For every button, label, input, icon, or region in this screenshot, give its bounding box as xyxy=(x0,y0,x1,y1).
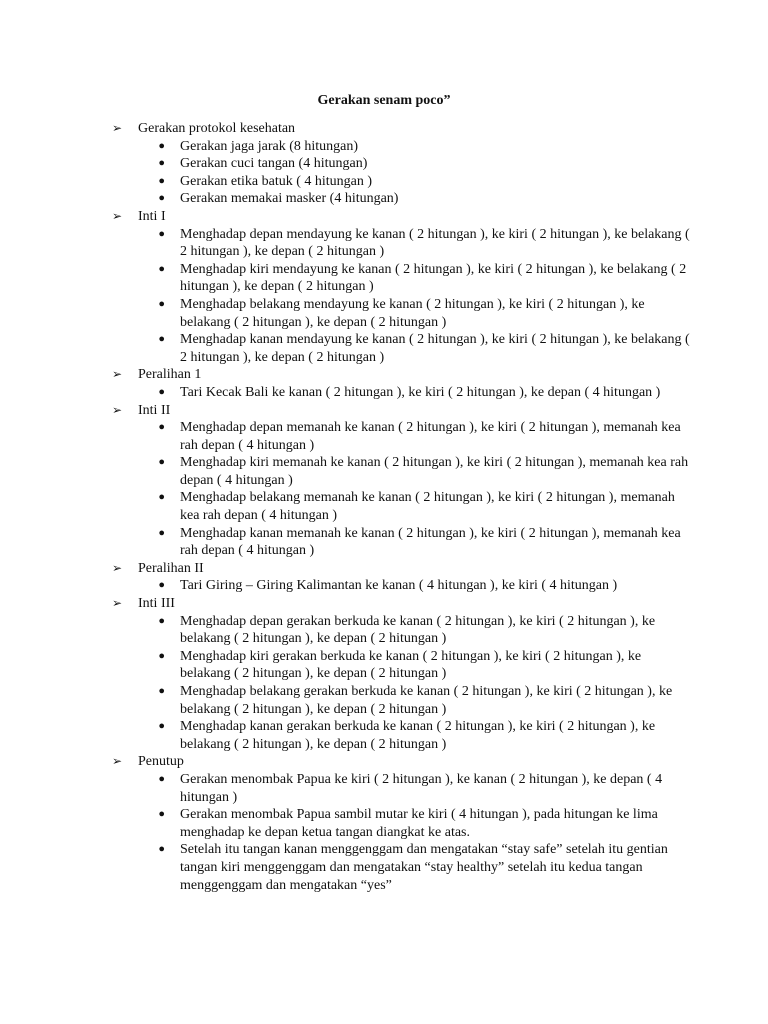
list-item xyxy=(110,525,690,560)
list-item-text: Setelah itu tangan kanan menggenggam dan mengatakan “stay safe” setelah itu gentian tangan kiri menggenggam dan mengatakan “stay healthy” setelah itu kedua tangan menggenggam dan mengatakan “yes” xyxy=(180,842,668,893)
round-bullet-icon: ● xyxy=(158,227,165,240)
list-item-text: Gerakan etika batuk ( 4 hitungan ) xyxy=(180,173,373,189)
section-heading: Penutup xyxy=(138,754,184,770)
list-item xyxy=(110,190,690,208)
section-heading: Gerakan protokol kesehatan xyxy=(138,121,296,136)
document-body xyxy=(110,120,690,894)
arrow-bullet-icon: ➢ xyxy=(112,367,123,382)
document-title: Gerakan senam poco” xyxy=(317,93,451,108)
list-item-text: Menghadap depan memanah ke kanan ( 2 hitungan ), ke kiri ( 2 hitungan ), memanah kea rah depan ( 4 hitungan ) xyxy=(180,420,681,453)
arrow-bullet-icon: ➢ xyxy=(112,560,123,575)
section-heading: Inti I xyxy=(138,208,166,224)
section-heading-row xyxy=(110,560,690,578)
section-item-list xyxy=(110,226,690,367)
list-item-text: Menghadap belakang memanah ke kanan ( 2 hitungan ), ke kiri ( 2 hitungan ), memanah kea rah depan ( 4 hitungan ) xyxy=(180,490,675,524)
list-item-text: Gerakan jaga jarak (8 hitungan) xyxy=(180,138,359,154)
round-bullet-icon: ● xyxy=(158,174,165,187)
round-bullet-icon: ● xyxy=(158,456,165,469)
section-item-list xyxy=(110,384,690,402)
outline-section xyxy=(110,120,690,208)
list-item-text: Tari Giring – Giring Kalimantan ke kanan ( 4 hitungan ), ke kiri ( 4 hitungan ) xyxy=(180,578,618,594)
section-item-list xyxy=(110,577,690,595)
list-item xyxy=(110,419,690,454)
list-item xyxy=(110,331,690,366)
round-bullet-icon: ● xyxy=(158,491,165,504)
outline-section xyxy=(110,208,690,366)
list-item-text: Menghadap kiri mendayung ke kanan ( 2 hitungan ), ke kiri ( 2 hitungan ), ke belakang ( 2 hitungan ), ke depan ( 2 hitungan ) xyxy=(180,261,687,295)
section-heading-row xyxy=(110,208,690,226)
list-item xyxy=(110,489,690,524)
section-item-list xyxy=(110,138,690,208)
list-item-text: Menghadap kanan gerakan berkuda ke kanan ( 2 hitungan ), ke kiri ( 2 hitungan ), ke belakang ( 2 hitungan ), ke depan ( 2 hitungan ) xyxy=(180,719,656,752)
list-item xyxy=(110,155,690,173)
round-bullet-icon: ● xyxy=(158,421,165,434)
round-bullet-icon: ● xyxy=(158,526,165,539)
section-item-list xyxy=(110,419,690,560)
list-item-text: Menghadap kanan memanah ke kanan ( 2 hitungan ), ke kiri ( 2 hitungan ), memanah kea rah depan ( 4 hitungan ) xyxy=(180,525,681,559)
section-heading: Peralihan II xyxy=(138,560,204,576)
arrow-bullet-icon: ➢ xyxy=(112,208,123,223)
arrow-bullet-icon: ➢ xyxy=(112,596,123,611)
arrow-bullet-icon: ➢ xyxy=(112,121,123,135)
outline-section xyxy=(110,560,690,595)
list-item-text: Menghadap kanan mendayung ke kanan ( 2 hitungan ), ke kiri ( 2 hitungan ), ke belakang ( 2 hitungan ), ke depan ( 2 hitungan ) xyxy=(180,332,690,365)
list-item xyxy=(110,226,690,261)
list-item xyxy=(110,806,690,841)
round-bullet-icon: ● xyxy=(158,385,165,398)
round-bullet-icon: ● xyxy=(158,192,165,205)
outline-section xyxy=(110,402,690,560)
arrow-bullet-icon: ➢ xyxy=(112,754,123,769)
round-bullet-icon: ● xyxy=(158,720,165,733)
list-item xyxy=(110,296,690,331)
section-heading: Inti III xyxy=(138,596,175,612)
section-heading-row xyxy=(110,120,690,138)
list-item-text: Menghadap belakang mendayung ke kanan ( 2 hitungan ), ke kiri ( 2 hitungan ), ke belakang ( 2 hitungan ), ke depan ( 2 hitungan ) xyxy=(180,296,645,330)
round-bullet-icon: ● xyxy=(158,808,165,821)
section-heading-row xyxy=(110,402,690,420)
list-item-text: Gerakan menombak Papua ke kiri ( 2 hitungan ), ke kanan ( 2 hitungan ), ke depan ( 4 hitungan ) xyxy=(180,771,663,805)
round-bullet-icon: ● xyxy=(158,297,165,310)
section-heading: Peralihan 1 xyxy=(138,367,202,383)
round-bullet-icon: ● xyxy=(158,333,165,346)
list-item xyxy=(110,384,690,402)
section-item-list xyxy=(110,771,690,894)
list-item xyxy=(110,261,690,296)
outline-section xyxy=(110,595,690,753)
list-item xyxy=(110,771,690,806)
section-heading-row xyxy=(110,753,690,771)
section-item-list xyxy=(110,613,690,754)
list-item xyxy=(110,683,690,718)
list-item xyxy=(110,577,690,595)
list-item-text: Menghadap depan mendayung ke kanan ( 2 hitungan ), ke kiri ( 2 hitungan ), ke belakang ( 2 hitungan ), ke depan ( 2 hitungan ) xyxy=(180,226,690,260)
arrow-bullet-icon: ➢ xyxy=(112,402,123,417)
list-item-text: Gerakan cuci tangan (4 hitungan) xyxy=(180,156,368,172)
round-bullet-icon: ● xyxy=(158,262,165,275)
list-item xyxy=(110,613,690,648)
round-bullet-icon: ● xyxy=(158,685,165,697)
list-item-text: Gerakan menombak Papua sambil mutar ke kiri ( 4 hitungan ), pada hitungan ke lima menghadap ke depan ketua tangan diangkat ke atas. xyxy=(180,807,658,840)
list-item-text: Menghadap belakang gerakan berkuda ke kanan ( 2 hitungan ), ke kiri ( 2 hitungan ), ke belakang ( 2 hitungan ), ke depan ( 2 hitungan ) xyxy=(180,684,673,717)
round-bullet-icon: ● xyxy=(158,843,165,856)
list-item xyxy=(110,648,690,683)
list-item xyxy=(110,173,690,191)
round-bullet-icon: ● xyxy=(158,139,165,152)
list-item-text: Menghadap kiri gerakan berkuda ke kanan ( 2 hitungan ), ke kiri ( 2 hitungan ), ke belakang ( 2 hitungan ), ke depan ( 2 hitungan ) xyxy=(180,648,642,682)
list-item xyxy=(110,718,690,753)
section-heading-row xyxy=(110,366,690,384)
section-heading-row xyxy=(110,595,690,613)
list-item xyxy=(110,138,690,156)
round-bullet-icon: ● xyxy=(158,649,165,662)
list-item-text: Tari Kecak Bali ke kanan ( 2 hitungan ), ke kiri ( 2 hitungan ), ke depan ( 4 hitungan ) xyxy=(180,384,661,400)
list-item-text: Menghadap depan gerakan berkuda ke kanan ( 2 hitungan ), ke kiri ( 2 hitungan ), ke belakang ( 2 hitungan ), ke depan ( 2 hitungan ) xyxy=(180,613,656,647)
section-heading: Inti II xyxy=(138,402,171,418)
list-item-text: Gerakan memakai masker (4 hitungan) xyxy=(180,191,399,207)
outline-section xyxy=(110,366,690,401)
list-item xyxy=(110,454,690,489)
round-bullet-icon: ● xyxy=(158,772,165,785)
outline-section xyxy=(110,753,690,894)
round-bullet-icon: ● xyxy=(158,157,165,170)
round-bullet-icon: ● xyxy=(158,614,165,627)
round-bullet-icon: ● xyxy=(158,579,165,592)
list-item xyxy=(110,841,690,894)
list-item-text: Menghadap kiri memanah ke kanan ( 2 hitungan ), ke kiri ( 2 hitungan ), memanah kea rah depan ( 4 hitungan ) xyxy=(180,455,689,488)
